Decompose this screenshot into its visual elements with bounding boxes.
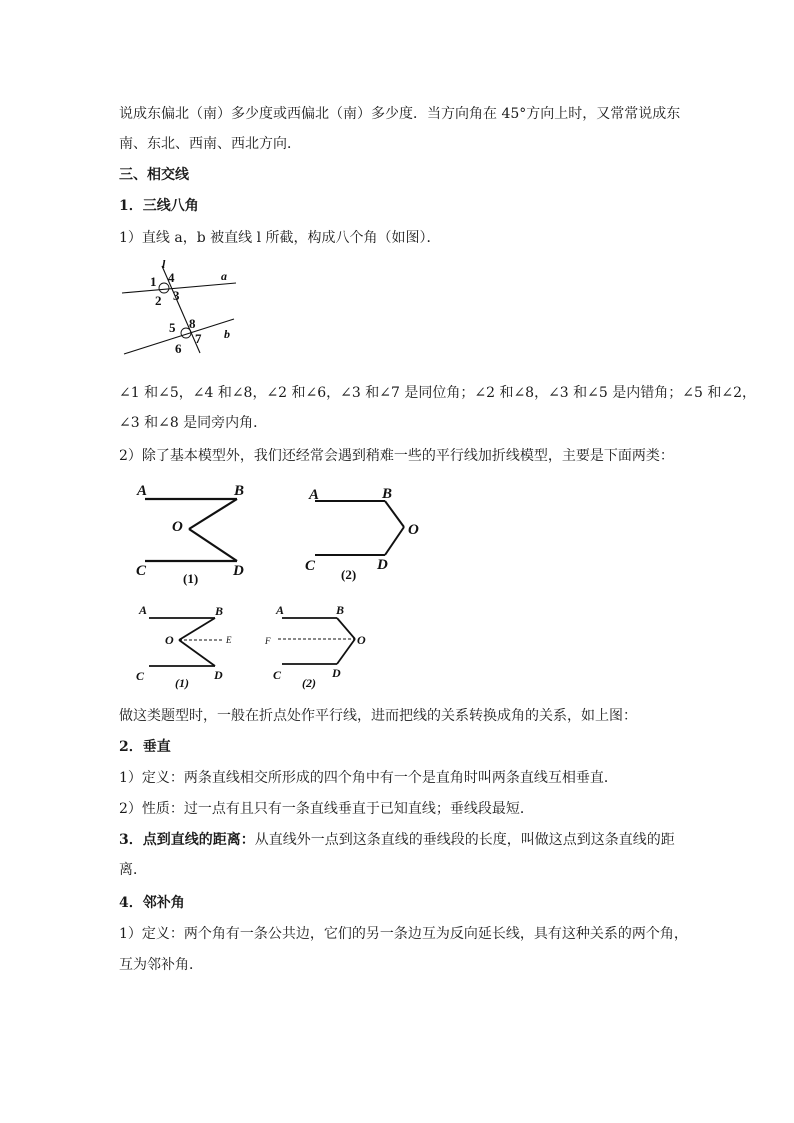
- point-C: C: [305, 558, 316, 574]
- point-C: C: [136, 669, 145, 683]
- point-F: F: [265, 636, 271, 646]
- point-O: O: [408, 522, 419, 538]
- point-C: C: [273, 668, 282, 682]
- point-B: B: [382, 486, 393, 502]
- point-A: A: [137, 483, 148, 499]
- paragraph-line: 2）除了基本模型外，我们还经常会遇到稍难一些的平行线加折线模型，主要是下面两类：: [119, 448, 674, 464]
- point-A: A: [139, 603, 148, 617]
- paragraph-line: 离．: [119, 862, 147, 878]
- angle-label: 7: [195, 331, 202, 346]
- point-B: B: [234, 483, 245, 499]
- figure-auxiliary-lines: [0, 598, 794, 694]
- subsection-heading: 1．三线八角: [119, 198, 199, 214]
- paragraph-line: 1）定义：两条直线相交所形成的四个角中有一个是直角时叫两条直线互相垂直．: [119, 770, 618, 786]
- subsection-heading: 4．邻补角: [119, 895, 185, 911]
- paragraph-line: ∠3 和∠8 是同旁内角．: [119, 415, 268, 431]
- label-line-l: l: [162, 257, 166, 271]
- angle-label: 5: [169, 320, 176, 335]
- paragraph-line: 1）定义：两个角有一条公共边，它们的另一条边互为反向延长线，具有这种关系的两个角，: [119, 926, 688, 942]
- caption-1: (1): [175, 676, 189, 690]
- point-D: D: [214, 668, 223, 682]
- point-D: D: [332, 666, 341, 680]
- angle-label: 8: [189, 316, 196, 331]
- caption-2: (2): [341, 567, 357, 582]
- point-C: C: [136, 563, 147, 579]
- angle-label: 2: [155, 293, 162, 308]
- point-O: O: [165, 633, 174, 647]
- subsection-heading: 2．垂直: [119, 739, 171, 755]
- angle-label: 1: [150, 274, 157, 289]
- point-D: D: [377, 557, 388, 573]
- point-D: D: [233, 563, 244, 579]
- distance-heading: 3．点到直线的距离：: [119, 832, 255, 848]
- point-B: B: [336, 603, 345, 617]
- point-A: A: [309, 487, 320, 503]
- angle-label: 4: [168, 270, 175, 285]
- caption-1: (1): [183, 571, 199, 586]
- point-A: A: [276, 603, 285, 617]
- point-O: O: [357, 633, 366, 647]
- paragraph-line: [119, 830, 675, 850]
- figure-three-lines-eight-angles: [118, 256, 248, 360]
- label-line-a: a: [221, 269, 227, 283]
- distance-body: 从直线外一点到这条直线的垂线段的长度，叫做这点到这条直线的距: [254, 832, 675, 848]
- figure-zigzag-models: [0, 475, 794, 595]
- paragraph-line: 南、东北、西南、西北方向．: [119, 136, 301, 152]
- angle-label: 6: [175, 341, 182, 356]
- point-B: B: [215, 604, 224, 618]
- paragraph-line: 做这类题型时，一般在折点处作平行线，进而把线的关系转换成角的关系，如上图：: [119, 708, 637, 724]
- paragraph-line: 1）直线 a，b 被直线 l 所截，构成八个角（如图）．: [119, 230, 441, 246]
- paragraph-line: 互为邻补角．: [119, 957, 203, 973]
- label-line-b: b: [224, 327, 230, 341]
- caption-2: (2): [302, 676, 316, 690]
- paragraph-line: 2）性质：过一点有且只有一条直线垂直于已知直线；垂线段最短．: [119, 801, 534, 817]
- paragraph-line: 说成东偏北（南）多少度或西偏北（南）多少度．当方向角在 45°方向上时，又常常说成东: [119, 106, 681, 122]
- paragraph-line: ∠1 和∠5，∠4 和∠8，∠2 和∠6，∠3 和∠7 是同位角；∠2 和∠8，∠3 和∠5 是内错角；∠5 和∠2，: [119, 385, 756, 401]
- angle-label: 3: [173, 288, 180, 303]
- point-E: E: [226, 635, 232, 645]
- section-heading: 三、相交线: [119, 167, 189, 183]
- point-O: O: [172, 519, 183, 535]
